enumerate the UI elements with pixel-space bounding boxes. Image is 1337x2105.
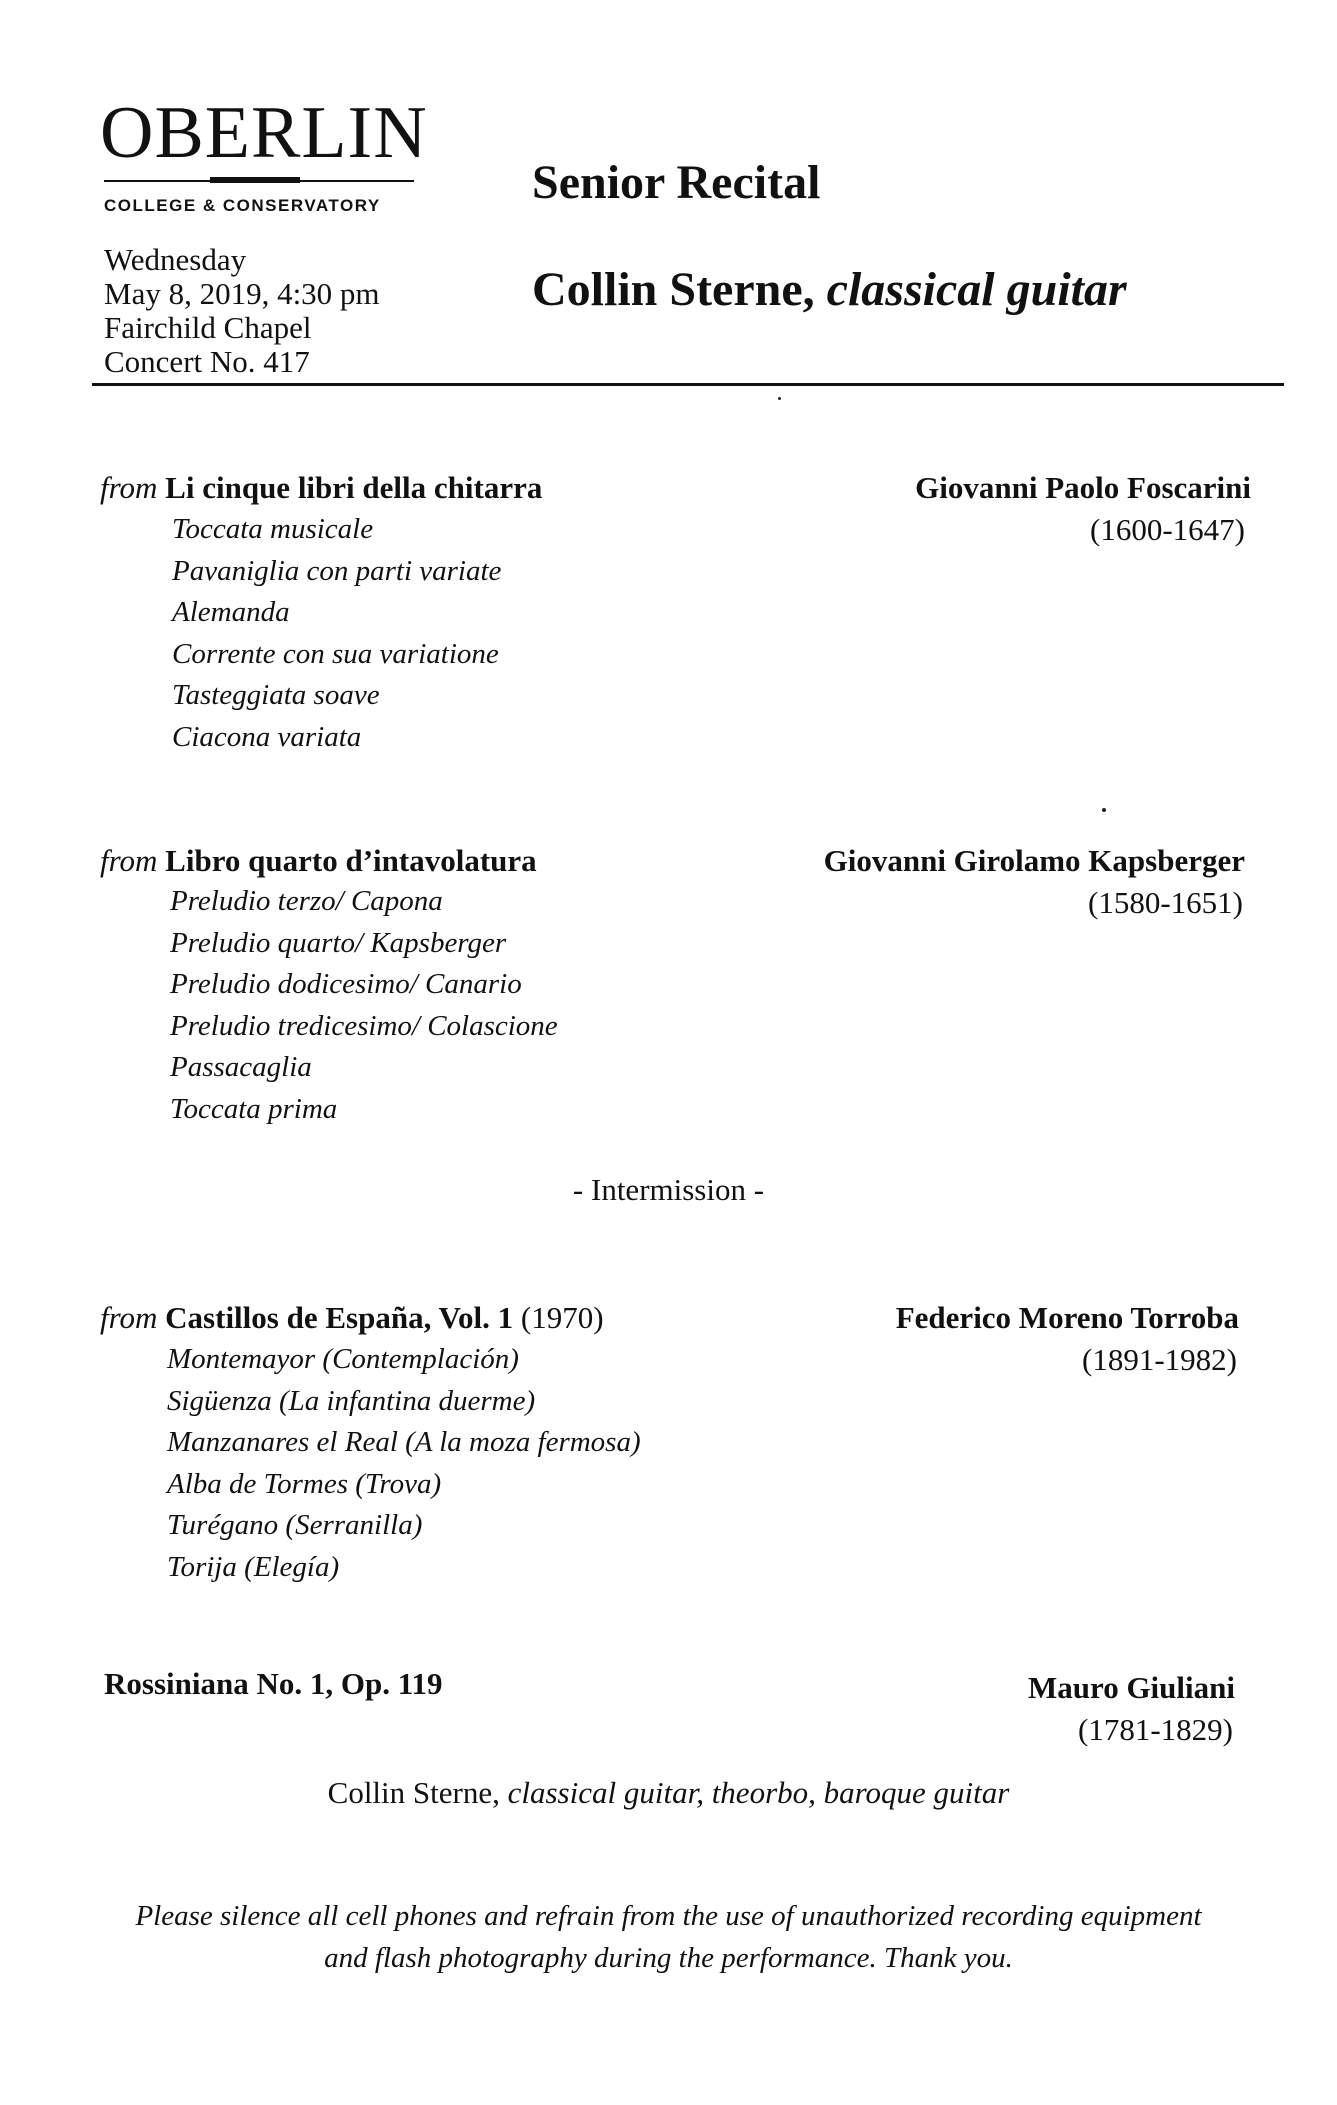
notice-line-1: Please silence all cell phones and refrain from the use of unauthorized recording equipment [135,1900,1202,1932]
movement-item: Turégano (Serranilla) [167,1509,423,1541]
movement-item: Preludio tredicesimo/ Colascione [170,1009,558,1042]
notice-line-2: and flash photography during the performance. Thank you. [324,1942,1013,1974]
movement-item: Corrente con sua variatione [172,637,499,670]
movement-item: Toccata musicale [172,513,374,545]
header-divider [92,383,1284,386]
work-name: Rossiniana No. 1, Op. 119 [104,1666,443,1701]
movement-item: Pavaniglia con parti variate [172,554,502,587]
work-title-giuliani [104,1666,443,1702]
performer-name: Collin Sterne, [532,263,815,316]
concert-venue: Fairchild Chapel [104,310,312,345]
logo-subtitle: COLLEGE & CONSERVATORY [104,196,381,215]
composer-dates-giuliani: (1781-1829) [1078,1712,1233,1747]
recital-title: Senior Recital [532,156,821,209]
movement-item: Preludio quarto/ Kapsberger [170,926,507,959]
personnel-line [0,1775,1337,1811]
work-prefix: from [100,1300,158,1335]
movement-item: Preludio terzo/ Capona [170,885,443,917]
scan-speck [778,397,781,400]
composer-giuliani: Mauro Giuliani [1028,1670,1235,1705]
logo-rule-accent [210,177,300,183]
movement-item: Torija (Elegía) [167,1550,340,1583]
movement-item: Alemanda [172,596,290,628]
performer-heading [532,262,1127,317]
scan-speck [1102,808,1106,812]
movement-list-torroba [167,1339,641,1588]
work-year: (1970) [520,1300,604,1335]
movement-item: Preludio dodicesimo/ Canario [170,968,522,1000]
composer-dates-foscarini: (1600-1647) [1090,512,1245,547]
movement-list-kapsberger [170,881,558,1130]
composer-dates-kapsberger: (1580-1651) [1088,885,1243,920]
composer-kapsberger: Giovanni Girolamo Kapsberger [823,843,1245,878]
composer-foscarini: Giovanni Paolo Foscarini [915,470,1251,505]
movement-item: Passacaglia [170,1051,312,1083]
concert-number: Concert No. 417 [104,344,310,379]
composer-torroba: Federico Moreno Torroba [895,1300,1239,1335]
movement-item: Alba de Tormes (Trova) [167,1467,442,1500]
concert-details [104,243,380,379]
movement-item: Ciacona variata [172,720,362,753]
work-title-foscarini [100,470,542,506]
work-title-kapsberger [100,843,537,879]
work-prefix: from [100,843,158,878]
movement-item: Toccata prima [170,1092,338,1125]
oberlin-logo: OBERLIN [100,92,428,174]
concert-date-time: May 8, 2019, 4:30 pm [104,276,380,311]
work-name: Li cinque libri della chitarra [165,470,543,505]
movement-item: Montemayor (Contemplación) [167,1343,519,1375]
movement-list-foscarini [172,509,501,758]
movement-item: Sigüenza (La infantina duerme) [167,1384,536,1417]
work-name: Libro quarto d’intavolatura [165,843,537,878]
audience-notice [0,1895,1337,1979]
personnel-name: Collin Sterne, [327,1775,500,1810]
intermission-label: - Intermission - [572,1172,765,1207]
composer-dates-torroba: (1891-1982) [1082,1342,1237,1377]
work-name: Castillos de España, Vol. 1 [165,1300,514,1335]
movement-item: Tasteggiata soave [172,679,380,711]
work-title-torroba [100,1300,604,1336]
performer-instrument: classical guitar [826,263,1127,316]
personnel-instruments: classical guitar, theorbo, baroque guitar [507,1775,1010,1810]
movement-item: Manzanares el Real (A la moza fermosa) [167,1426,641,1458]
concert-day: Wednesday [104,242,247,277]
work-prefix: from [100,470,158,505]
